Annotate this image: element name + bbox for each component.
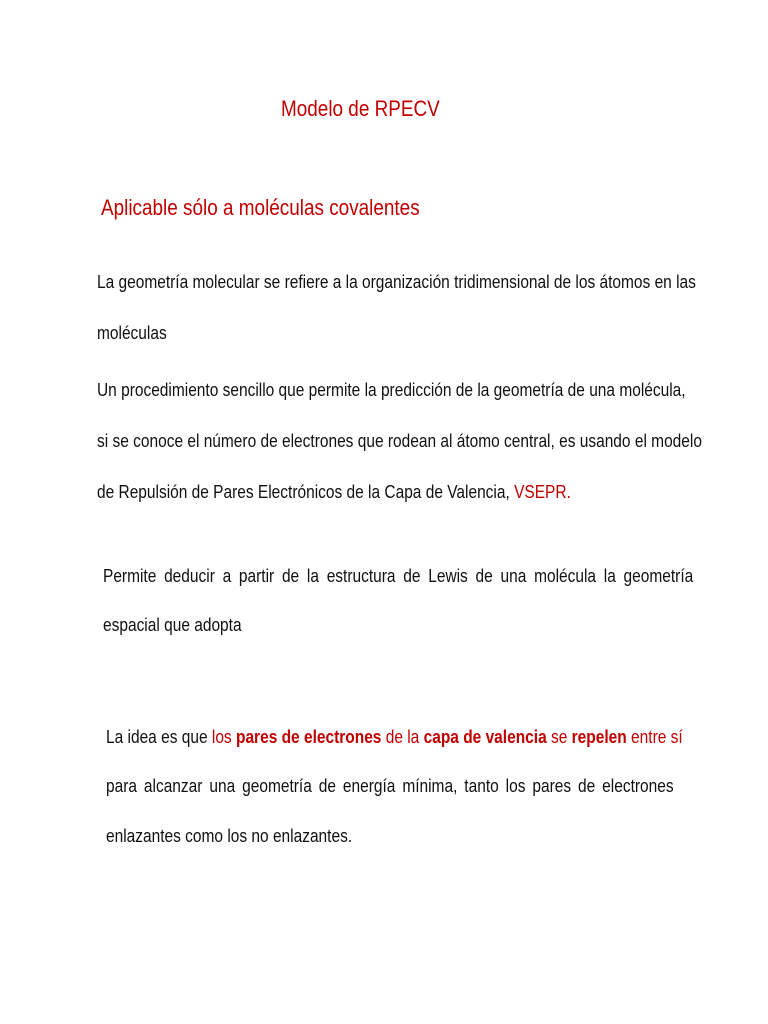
page-title-text: Modelo de RPECV bbox=[281, 96, 440, 121]
paragraph-4-line-2-text: para alcanzar una geometría de energía mínima, tanto los pares de electrones bbox=[106, 776, 674, 796]
paragraph-3-line-2 bbox=[103, 615, 264, 636]
paragraph-4-highlight-pares: pares de electrones bbox=[235, 727, 382, 747]
paragraph-2-line-2 bbox=[97, 431, 768, 452]
paragraph-1-line-2-text: moléculas bbox=[97, 323, 167, 343]
vsepr-highlight: VSEPR. bbox=[514, 482, 571, 502]
page-subtitle bbox=[101, 195, 472, 221]
page-subtitle-text: Aplicable sólo a moléculas covalentes bbox=[101, 195, 420, 220]
paragraph-1-line-1-text: La geometría molecular se refiere a la organización tridimensional de los átomos en las bbox=[97, 272, 696, 292]
paragraph-3-line-1-wrap bbox=[103, 566, 694, 587]
paragraph-1-line-2 bbox=[97, 323, 178, 344]
paragraph-4-line-1 bbox=[106, 727, 768, 748]
paragraph-4-highlight-capa: capa de valencia bbox=[423, 727, 547, 747]
paragraph-2-line-3 bbox=[97, 482, 648, 503]
paragraph-4-part-8: entre sí bbox=[631, 727, 683, 747]
paragraph-4-part-6: se bbox=[550, 727, 568, 747]
paragraph-2-line-1 bbox=[97, 380, 768, 401]
page-title bbox=[281, 96, 466, 122]
paragraph-4-part-4: de la bbox=[385, 727, 420, 747]
paragraph-4-line-3 bbox=[106, 826, 392, 847]
paragraph-4-line-3-text: enlazantes como los no enlazantes. bbox=[106, 826, 353, 846]
paragraph-4-line-2 bbox=[106, 776, 673, 797]
paragraph-4-part-2: los bbox=[211, 727, 232, 747]
paragraph-3-line-1 bbox=[103, 566, 733, 587]
paragraph-4-line-1-wrap bbox=[106, 727, 683, 748]
paragraph-3-line-1-text: Permite deducir a partir de la estructura de Lewis de una molécula la geometría bbox=[103, 566, 694, 586]
paragraph-2-line-3-text: de Repulsión de Pares Electrónicos de la Capa de Valencia, bbox=[97, 482, 510, 502]
paragraph-2-line-1-text: Un procedimiento sencillo que permite la predicción de la geometría de una molécula, bbox=[97, 380, 686, 400]
paragraph-3-line-2-text: espacial que adopta bbox=[103, 615, 242, 635]
paragraph-2-line-2-text: si se conoce el número de electrones que rodean al átomo central, es usando el modelo bbox=[97, 431, 702, 451]
paragraph-2-line-3-wrap bbox=[97, 482, 571, 503]
paragraph-4-highlight-repelen: repelen bbox=[571, 727, 627, 747]
paragraph-1-line-1 bbox=[97, 272, 768, 293]
paragraph-4-part-1: La idea es que bbox=[106, 727, 208, 747]
